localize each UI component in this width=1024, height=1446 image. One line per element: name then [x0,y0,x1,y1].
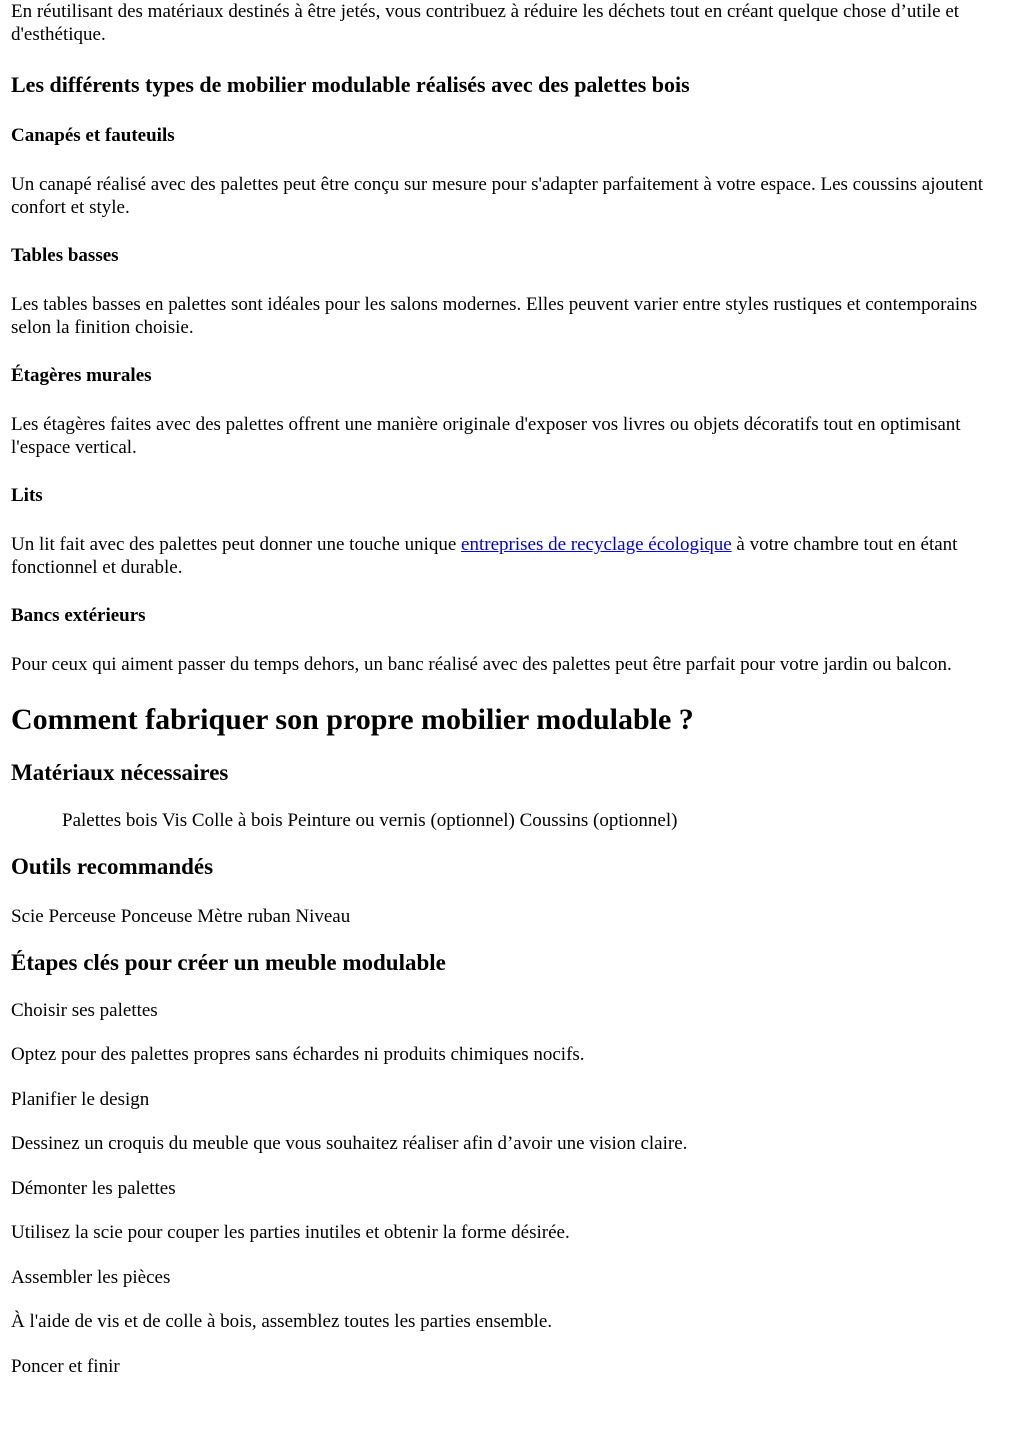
step-text: Utilisez la scie pour couper les parties inutiles et obtenir la forme désirée. [11,1222,570,1243]
type-title-bancs: Bancs extérieurs [11,605,146,626]
recycling-companies-link[interactable]: entreprises de recyclage écologique [461,534,732,555]
step-title: Démonter les palettes [11,1178,176,1199]
how-to-heading: Comment fabriquer son propre mobilier modulable ? [11,703,694,736]
step-text: À l'aide de vis et de colle à bois, assemblez toutes les parties ensemble. [11,1311,553,1332]
materials-heading: Matériaux nécessaires [11,760,229,785]
lits-text-before: Un lit fait avec des palettes peut donner une touche unique [11,534,462,555]
step-text: Dessinez un croquis du meuble que vous souhaitez réaliser afin d’avoir une vision claire. [11,1133,688,1154]
steps-heading: Étapes clés pour créer un meuble modulable [11,950,446,975]
lits-text-after: à votre chambre tout en étant fonctionnel et durable. [11,534,958,578]
step-title: Assembler les pièces [11,1267,171,1288]
type-title-etageres: Étagères murales [11,365,152,386]
type-text-tables: Les tables basses en palettes sont idéales pour les salons modernes. Elles peuvent varier entre styles rustiques et contemporains selon la finition choisie. [11,294,978,338]
step-text: Optez pour des palettes propres sans échardes ni produits chimiques nocifs. [11,1044,585,1065]
type-text-bancs: Pour ceux qui aiment passer du temps dehors, un banc réalisé avec des palettes peut être parfait pour votre jardin ou balcon. [11,654,952,675]
type-text-canapes: Un canapé réalisé avec des palettes peut être conçu sur mesure pour s'adapter parfaitement à votre espace. Les coussins ajoutent confort et style. [11,174,984,218]
type-text-etageres: Les étagères faites avec des palettes offrent une manière originale d'exposer vos livres ou objets décoratifs tout en optimisant l'espace vertical. [11,414,961,458]
type-title-canapes: Canapés et fauteuils [11,125,175,146]
tools-list: Scie Perceuse Ponceuse Mètre ruban Niveau [11,906,351,927]
step-title: Poncer et finir [11,1356,120,1377]
step-title: Planifier le design [11,1089,150,1110]
tools-heading: Outils recommandés [11,854,214,879]
type-text-lits [11,533,1010,579]
type-title-lits: Lits [11,485,43,506]
materials-list: Palettes bois Vis Colle à bois Peinture ou vernis (optionnel) Coussins (optionnel) [62,810,678,831]
type-title-tables: Tables basses [11,245,119,266]
intro-paragraph: En réutilisant des matériaux destinés à être jetés, vous contribuez à réduire les déchets tout en créant quelque chose d’utile et d'esthétique. [11,1,960,45]
step-title: Choisir ses palettes [11,1000,158,1021]
types-heading: Les différents types de mobilier modulable réalisés avec des palettes bois [11,72,690,97]
